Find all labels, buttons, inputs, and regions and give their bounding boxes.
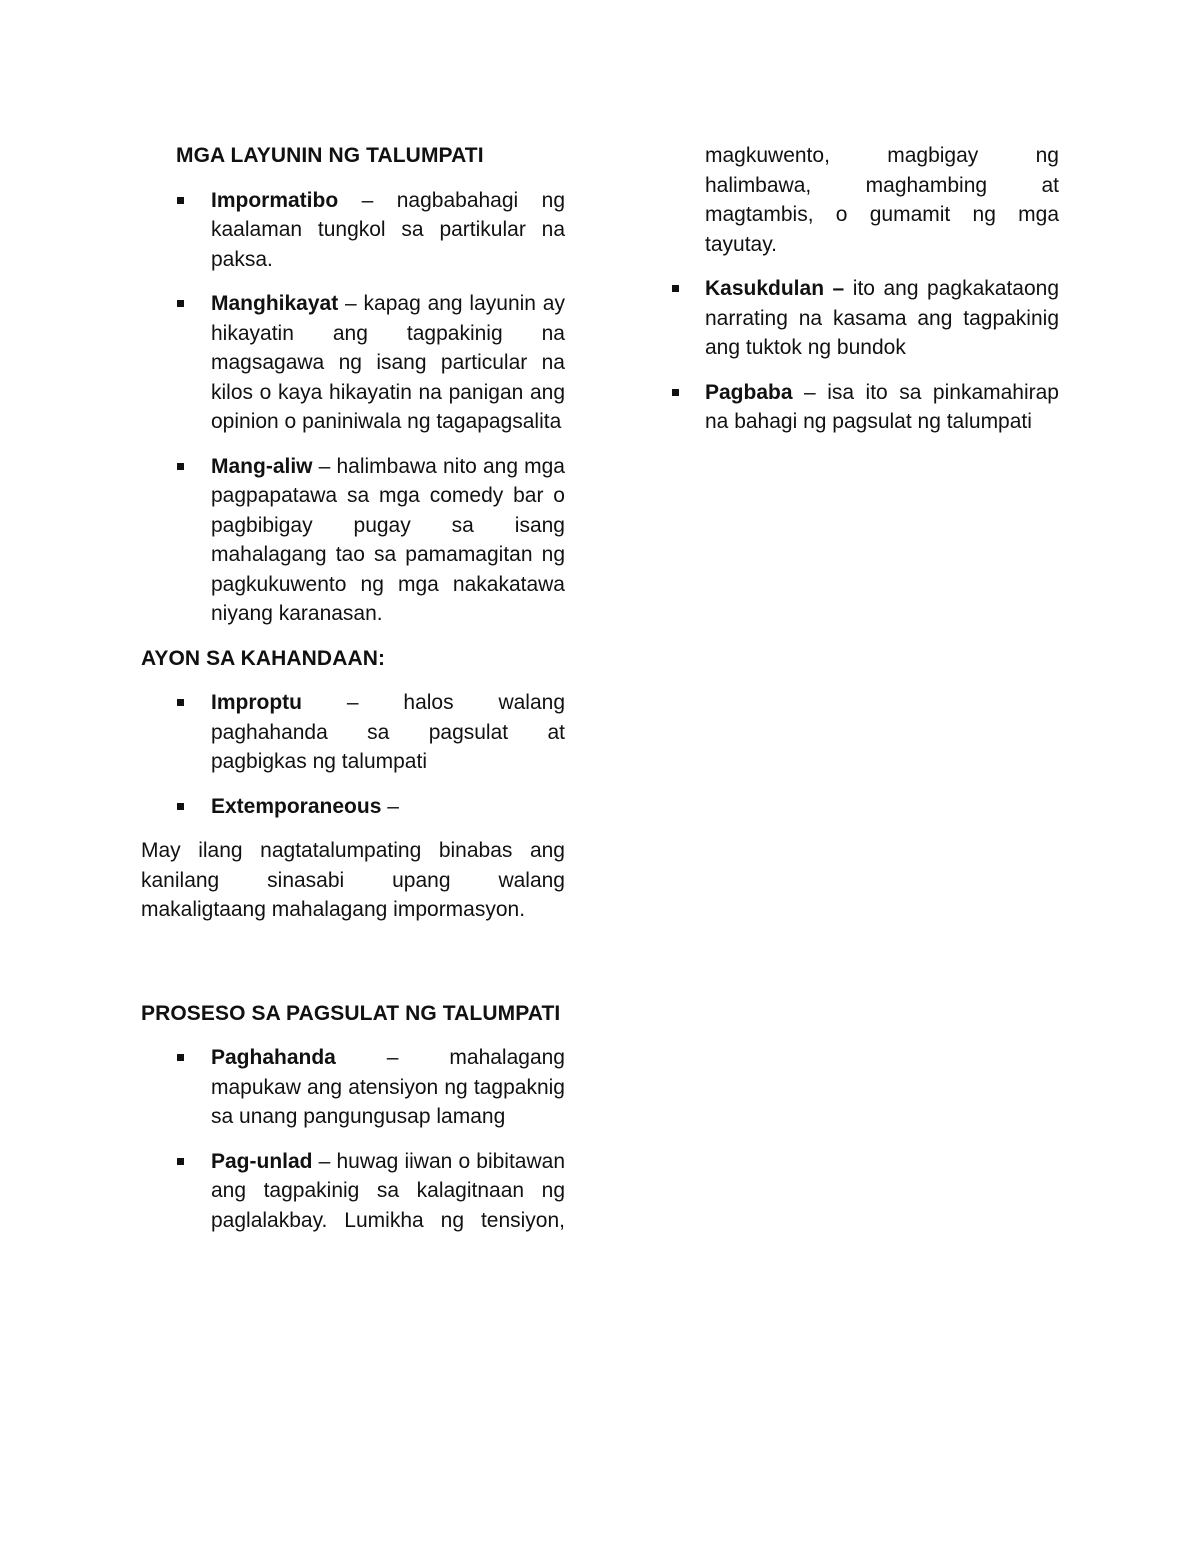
square-bullet-icon [177,197,184,204]
term: Improptu [211,691,302,714]
heading-proseso: PROSESO SA PAGSULAT NG TALUMPATI [141,1001,561,1025]
term: Mang-aliw [211,454,313,478]
square-bullet-icon [177,463,184,470]
definition: – isa ito sa pinkamahirap na bahagi ng pagsulat ng talumpati [705,380,1059,433]
list-item [141,792,565,822]
list-item [141,186,565,275]
square-bullet-icon [177,699,184,706]
list-item [141,1147,565,1236]
list-item [141,452,565,629]
layunin-list [141,186,565,629]
definition: – mahalagang mapukaw ang atensiyon ng tagpaknig sa unang pangungusap lamang [211,1046,565,1128]
term: Pagbaba [705,380,793,404]
term: Extemporaneous [211,794,382,818]
definition: – huwag iiwan o bibitawan ang tagpakinig sa kalagitnaan ng paglalakbay. Lumikha ng tensiyon, [211,1149,565,1232]
definition: ito ang pagkakataong narrating na kasama ang tagpakinig ang tuktok ng bundok [705,277,1060,359]
square-bullet-icon [672,285,679,292]
term: Pag-unlad [211,1149,313,1173]
continuation-text: magkuwento, magbigay ng halimbawa, maghambing at magtambis, o gumamit ng mga tayutay. [705,144,1059,256]
body-paragraph: May ilang nagtatalumpating binabas ang kanilang sinasabi upang walang makaligtaang mahalagang impormasyon. [141,839,565,921]
proseso-list [141,1043,565,1235]
term: Impormatibo [211,188,339,212]
definition: – [381,794,399,818]
right-column [670,141,1059,437]
term: Manghikayat [211,292,339,315]
square-bullet-icon [177,1158,184,1165]
list-item [670,378,1059,437]
square-bullet-icon [177,1054,184,1061]
definition: – halimbawa nito ang mga pagpapatawa sa mga comedy bar o pagbibigay pugay sa isang mahalagang tao sa pamamagitan ng pagkukuwento ng mga nakakatawa niyang karanasan. [211,454,565,625]
square-bullet-icon [177,803,184,810]
list-item [141,688,565,777]
definition: – nagbabahagi ng kaalaman tungkol sa partikular na paksa. [211,188,565,271]
definition: – kapag ang layunin ay hikayatin ang tagpakinig na magsagawa ng isang particular na kilos o kaya hikayatin na panigan ang opinion o paniniwala ng tagapagsalita [211,292,565,433]
list-item [141,289,565,437]
square-bullet-icon [672,389,679,396]
term: Kasukdulan – [705,277,845,300]
definition: – halos walang paghahanda sa pagsulat at pagbigkas ng talumpati [211,691,565,773]
proseso-list-continued [670,274,1059,437]
kahandaan-list [141,688,565,821]
square-bullet-icon [177,300,184,307]
list-item [141,1043,565,1132]
heading-ayon-sa-kahandaan: AYON SA KAHANDAAN: [141,646,386,670]
left-column [141,141,565,1235]
heading-mga-layunin: MGA LAYUNIN NG TALUMPATI [176,144,484,167]
term: Paghahanda [211,1046,336,1069]
list-item [670,274,1059,363]
